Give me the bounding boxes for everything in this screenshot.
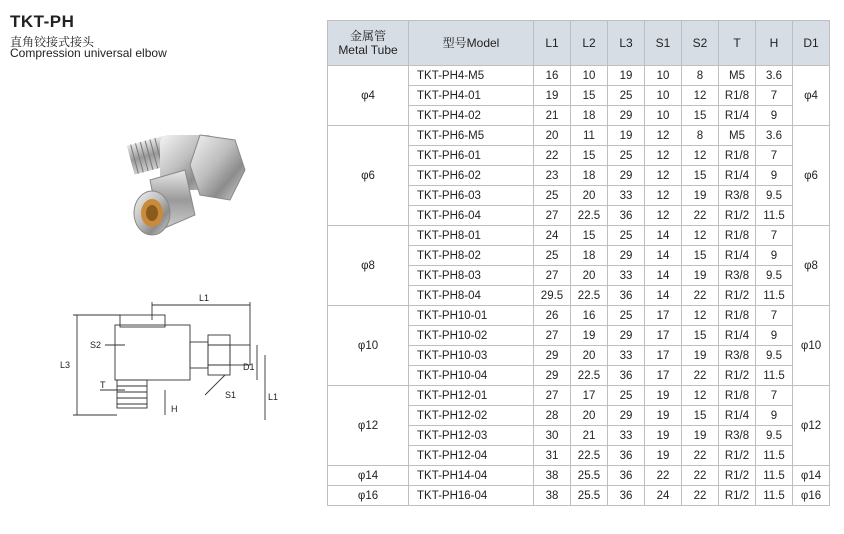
- cell-h: 11.5: [756, 486, 793, 506]
- header-l3: L3: [608, 21, 645, 66]
- cell-t: M5: [719, 66, 756, 86]
- table-row: [328, 226, 830, 246]
- cell-t: R1/2: [719, 286, 756, 306]
- header-metal-tube: [328, 21, 409, 66]
- cell-l2: 22.5: [571, 366, 608, 386]
- cell-s2: 12: [682, 306, 719, 326]
- table-row: [328, 126, 830, 146]
- cell-l1: 21: [534, 106, 571, 126]
- cell-s1: 17: [645, 346, 682, 366]
- cell-l2: 22.5: [571, 206, 608, 226]
- header-h: H: [756, 21, 793, 66]
- cell-l3: 33: [608, 266, 645, 286]
- cell-l1: 27: [534, 266, 571, 286]
- cell-s2: 12: [682, 86, 719, 106]
- cell-l3: 29: [608, 106, 645, 126]
- cell-h: 7: [756, 146, 793, 166]
- cell-s1: 19: [645, 406, 682, 426]
- cell-s1: 14: [645, 246, 682, 266]
- label-l3: L3: [60, 360, 71, 370]
- cell-metal-tube: φ16: [328, 486, 409, 506]
- cell-s2: 12: [682, 146, 719, 166]
- cell-h: 7: [756, 226, 793, 246]
- cell-t: R1/4: [719, 106, 756, 126]
- cell-l3: 25: [608, 146, 645, 166]
- cell-t: R1/8: [719, 386, 756, 406]
- cell-l2: 17: [571, 386, 608, 406]
- cell-l1: 29: [534, 366, 571, 386]
- cell-model: TKT-PH10-02: [409, 326, 534, 346]
- cell-s2: 22: [682, 206, 719, 226]
- header-metal-tube-cn: 金属管: [349, 29, 386, 43]
- header-metal-tube-en: Metal Tube: [338, 43, 398, 57]
- cell-s2: 8: [682, 126, 719, 146]
- cell-s2: 19: [682, 186, 719, 206]
- cell-s2: 8: [682, 66, 719, 86]
- cell-s2: 22: [682, 466, 719, 486]
- cell-l2: 20: [571, 346, 608, 366]
- cell-h: 9: [756, 166, 793, 186]
- cell-model: TKT-PH6-02: [409, 166, 534, 186]
- cell-model: TKT-PH6-01: [409, 146, 534, 166]
- cell-model: TKT-PH10-01: [409, 306, 534, 326]
- cell-h: 9.5: [756, 346, 793, 366]
- cell-d1: φ6: [793, 126, 830, 226]
- cell-l3: 33: [608, 186, 645, 206]
- header-s1: S1: [645, 21, 682, 66]
- cell-metal-tube: φ8: [328, 226, 409, 306]
- cell-d1: φ16: [793, 486, 830, 506]
- cell-l3: 33: [608, 346, 645, 366]
- cell-s1: 10: [645, 66, 682, 86]
- cell-s2: 15: [682, 166, 719, 186]
- cell-h: 11.5: [756, 206, 793, 226]
- product-subtitle-en: Compression universal elbow: [10, 46, 167, 60]
- cell-s2: 22: [682, 366, 719, 386]
- cell-model: TKT-PH4-02: [409, 106, 534, 126]
- cell-h: 9: [756, 406, 793, 426]
- cell-l3: 36: [608, 366, 645, 386]
- cell-l1: 28: [534, 406, 571, 426]
- cell-l1: 30: [534, 426, 571, 446]
- cell-l1: 38: [534, 486, 571, 506]
- cell-l3: 36: [608, 206, 645, 226]
- table-row: [328, 66, 830, 86]
- cell-d1: φ14: [793, 466, 830, 486]
- cell-s2: 15: [682, 326, 719, 346]
- cell-l2: 18: [571, 166, 608, 186]
- cell-l3: 25: [608, 86, 645, 106]
- cell-s2: 22: [682, 286, 719, 306]
- cell-s2: 15: [682, 406, 719, 426]
- cell-s1: 24: [645, 486, 682, 506]
- cell-h: 11.5: [756, 366, 793, 386]
- cell-l2: 18: [571, 246, 608, 266]
- cell-l1: 31: [534, 446, 571, 466]
- cell-h: 7: [756, 386, 793, 406]
- cell-s2: 19: [682, 266, 719, 286]
- cell-l1: 19: [534, 86, 571, 106]
- cell-metal-tube: φ4: [328, 66, 409, 126]
- cell-model: TKT-PH12-02: [409, 406, 534, 426]
- cell-l1: 25: [534, 186, 571, 206]
- cell-t: R1/2: [719, 446, 756, 466]
- table-row: [328, 486, 830, 506]
- cell-s2: 19: [682, 346, 719, 366]
- cell-model: TKT-PH16-04: [409, 486, 534, 506]
- cell-s1: 17: [645, 306, 682, 326]
- cell-t: R1/4: [719, 166, 756, 186]
- cell-l1: 27: [534, 206, 571, 226]
- cell-h: 9.5: [756, 426, 793, 446]
- cell-h: 9.5: [756, 186, 793, 206]
- label-l1: L1: [199, 293, 210, 303]
- label-h: H: [171, 404, 178, 414]
- cell-l2: 15: [571, 226, 608, 246]
- cell-l1: 29: [534, 346, 571, 366]
- cell-l2: 20: [571, 266, 608, 286]
- cell-s2: 12: [682, 226, 719, 246]
- cell-l2: 25.5: [571, 486, 608, 506]
- cell-t: R1/4: [719, 326, 756, 346]
- label-s1: S1: [225, 390, 237, 400]
- cell-t: R3/8: [719, 426, 756, 446]
- cell-t: R1/8: [719, 226, 756, 246]
- cell-l3: 19: [608, 66, 645, 86]
- cell-d1: φ12: [793, 386, 830, 466]
- cell-s1: 12: [645, 166, 682, 186]
- cell-l1: 25: [534, 246, 571, 266]
- cell-s1: 17: [645, 366, 682, 386]
- cell-s1: 12: [645, 186, 682, 206]
- header-model: 型号Model: [409, 21, 534, 66]
- cell-s1: 12: [645, 146, 682, 166]
- cell-t: R1/4: [719, 406, 756, 426]
- cell-s1: 14: [645, 226, 682, 246]
- cell-s1: 10: [645, 106, 682, 126]
- cell-model: TKT-PH8-01: [409, 226, 534, 246]
- cell-s1: 19: [645, 426, 682, 446]
- cell-s1: 19: [645, 386, 682, 406]
- cell-h: 11.5: [756, 286, 793, 306]
- cell-t: R3/8: [719, 346, 756, 366]
- cell-l2: 21: [571, 426, 608, 446]
- cell-s2: 15: [682, 106, 719, 126]
- cell-h: 3.6: [756, 66, 793, 86]
- cell-l3: 25: [608, 226, 645, 246]
- cell-l2: 18: [571, 106, 608, 126]
- cell-h: 7: [756, 86, 793, 106]
- cell-model: TKT-PH8-04: [409, 286, 534, 306]
- cell-model: TKT-PH14-04: [409, 466, 534, 486]
- label-d1: D1: [243, 362, 255, 372]
- cell-l3: 25: [608, 386, 645, 406]
- cell-h: 9.5: [756, 266, 793, 286]
- dimension-drawing: [55, 290, 295, 435]
- header-d1: D1: [793, 21, 830, 66]
- cell-t: R1/2: [719, 366, 756, 386]
- cell-l1: 26: [534, 306, 571, 326]
- cell-d1: φ10: [793, 306, 830, 386]
- cell-t: R1/8: [719, 86, 756, 106]
- cell-s1: 12: [645, 206, 682, 226]
- label-s2: S2: [90, 340, 102, 350]
- table-row: [328, 466, 830, 486]
- cell-model: TKT-PH12-04: [409, 446, 534, 466]
- cell-s1: 14: [645, 266, 682, 286]
- cell-model: TKT-PH6-04: [409, 206, 534, 226]
- cell-model: TKT-PH12-03: [409, 426, 534, 446]
- cell-s2: 22: [682, 446, 719, 466]
- cell-l2: 20: [571, 186, 608, 206]
- cell-l1: 16: [534, 66, 571, 86]
- cell-t: M5: [719, 126, 756, 146]
- cell-s2: 19: [682, 426, 719, 446]
- cell-l1: 27: [534, 386, 571, 406]
- product-subtitle-cn: 直角铰接式接头: [10, 35, 95, 49]
- cell-t: R1/2: [719, 486, 756, 506]
- cell-l3: 29: [608, 406, 645, 426]
- cell-l1: 22: [534, 146, 571, 166]
- cell-h: 9: [756, 106, 793, 126]
- cell-l2: 22.5: [571, 446, 608, 466]
- cell-model: TKT-PH8-03: [409, 266, 534, 286]
- cell-model: TKT-PH4-01: [409, 86, 534, 106]
- cell-model: TKT-PH4-M5: [409, 66, 534, 86]
- cell-h: 9: [756, 326, 793, 346]
- cell-l3: 36: [608, 286, 645, 306]
- cell-s1: 10: [645, 86, 682, 106]
- cell-d1: φ8: [793, 226, 830, 306]
- cell-metal-tube: φ6: [328, 126, 409, 226]
- cell-t: R1/2: [719, 466, 756, 486]
- cell-metal-tube: φ10: [328, 306, 409, 386]
- cell-l2: 15: [571, 146, 608, 166]
- cell-s1: 14: [645, 286, 682, 306]
- cell-l2: 15: [571, 86, 608, 106]
- cell-model: TKT-PH6-03: [409, 186, 534, 206]
- spec-table: [327, 20, 830, 506]
- cell-d1: φ4: [793, 66, 830, 126]
- cell-h: 11.5: [756, 446, 793, 466]
- cell-s1: 22: [645, 466, 682, 486]
- cell-l1: 20: [534, 126, 571, 146]
- cell-l2: 25.5: [571, 466, 608, 486]
- cell-l3: 25: [608, 306, 645, 326]
- cell-metal-tube: φ14: [328, 466, 409, 486]
- cell-l1: 29.5: [534, 286, 571, 306]
- cell-t: R1/8: [719, 146, 756, 166]
- cell-l3: 29: [608, 166, 645, 186]
- cell-l3: 29: [608, 246, 645, 266]
- cell-t: R3/8: [719, 266, 756, 286]
- label-t: T: [100, 380, 106, 390]
- cell-l3: 33: [608, 426, 645, 446]
- cell-l1: 27: [534, 326, 571, 346]
- cell-l1: 38: [534, 466, 571, 486]
- table-row: [328, 386, 830, 406]
- table-header-row: [328, 21, 830, 66]
- cell-s1: 12: [645, 126, 682, 146]
- cell-h: 3.6: [756, 126, 793, 146]
- cell-s2: 15: [682, 246, 719, 266]
- cell-model: TKT-PH10-03: [409, 346, 534, 366]
- cell-t: R1/8: [719, 306, 756, 326]
- cell-l2: 11: [571, 126, 608, 146]
- cell-h: 9: [756, 246, 793, 266]
- cell-l2: 19: [571, 326, 608, 346]
- cell-l3: 29: [608, 326, 645, 346]
- cell-t: R1/4: [719, 246, 756, 266]
- cell-l2: 10: [571, 66, 608, 86]
- cell-l3: 36: [608, 486, 645, 506]
- cell-h: 7: [756, 306, 793, 326]
- cell-s1: 19: [645, 446, 682, 466]
- product-title: TKT-PH: [10, 12, 75, 31]
- cell-l3: 36: [608, 466, 645, 486]
- cell-l3: 36: [608, 446, 645, 466]
- cell-metal-tube: φ12: [328, 386, 409, 466]
- cell-l2: 22.5: [571, 286, 608, 306]
- spec-table-body: [328, 66, 830, 506]
- header-l2: L2: [571, 21, 608, 66]
- cell-s1: 17: [645, 326, 682, 346]
- cell-s2: 22: [682, 486, 719, 506]
- header-l1: L1: [534, 21, 571, 66]
- header-s2: S2: [682, 21, 719, 66]
- cell-l2: 16: [571, 306, 608, 326]
- cell-s2: 12: [682, 386, 719, 406]
- cell-l1: 24: [534, 226, 571, 246]
- cell-l2: 20: [571, 406, 608, 426]
- fitting-photo: [120, 95, 260, 255]
- cell-t: R3/8: [719, 186, 756, 206]
- cell-h: 11.5: [756, 466, 793, 486]
- cell-l3: 19: [608, 126, 645, 146]
- cell-model: TKT-PH10-04: [409, 366, 534, 386]
- table-row: [328, 306, 830, 326]
- cell-l1: 23: [534, 166, 571, 186]
- label-l1-side: L1: [268, 392, 279, 402]
- cell-model: TKT-PH12-01: [409, 386, 534, 406]
- cell-t: R1/2: [719, 206, 756, 226]
- cell-model: TKT-PH6-M5: [409, 126, 534, 146]
- header-t: T: [719, 21, 756, 66]
- cell-model: TKT-PH8-02: [409, 246, 534, 266]
